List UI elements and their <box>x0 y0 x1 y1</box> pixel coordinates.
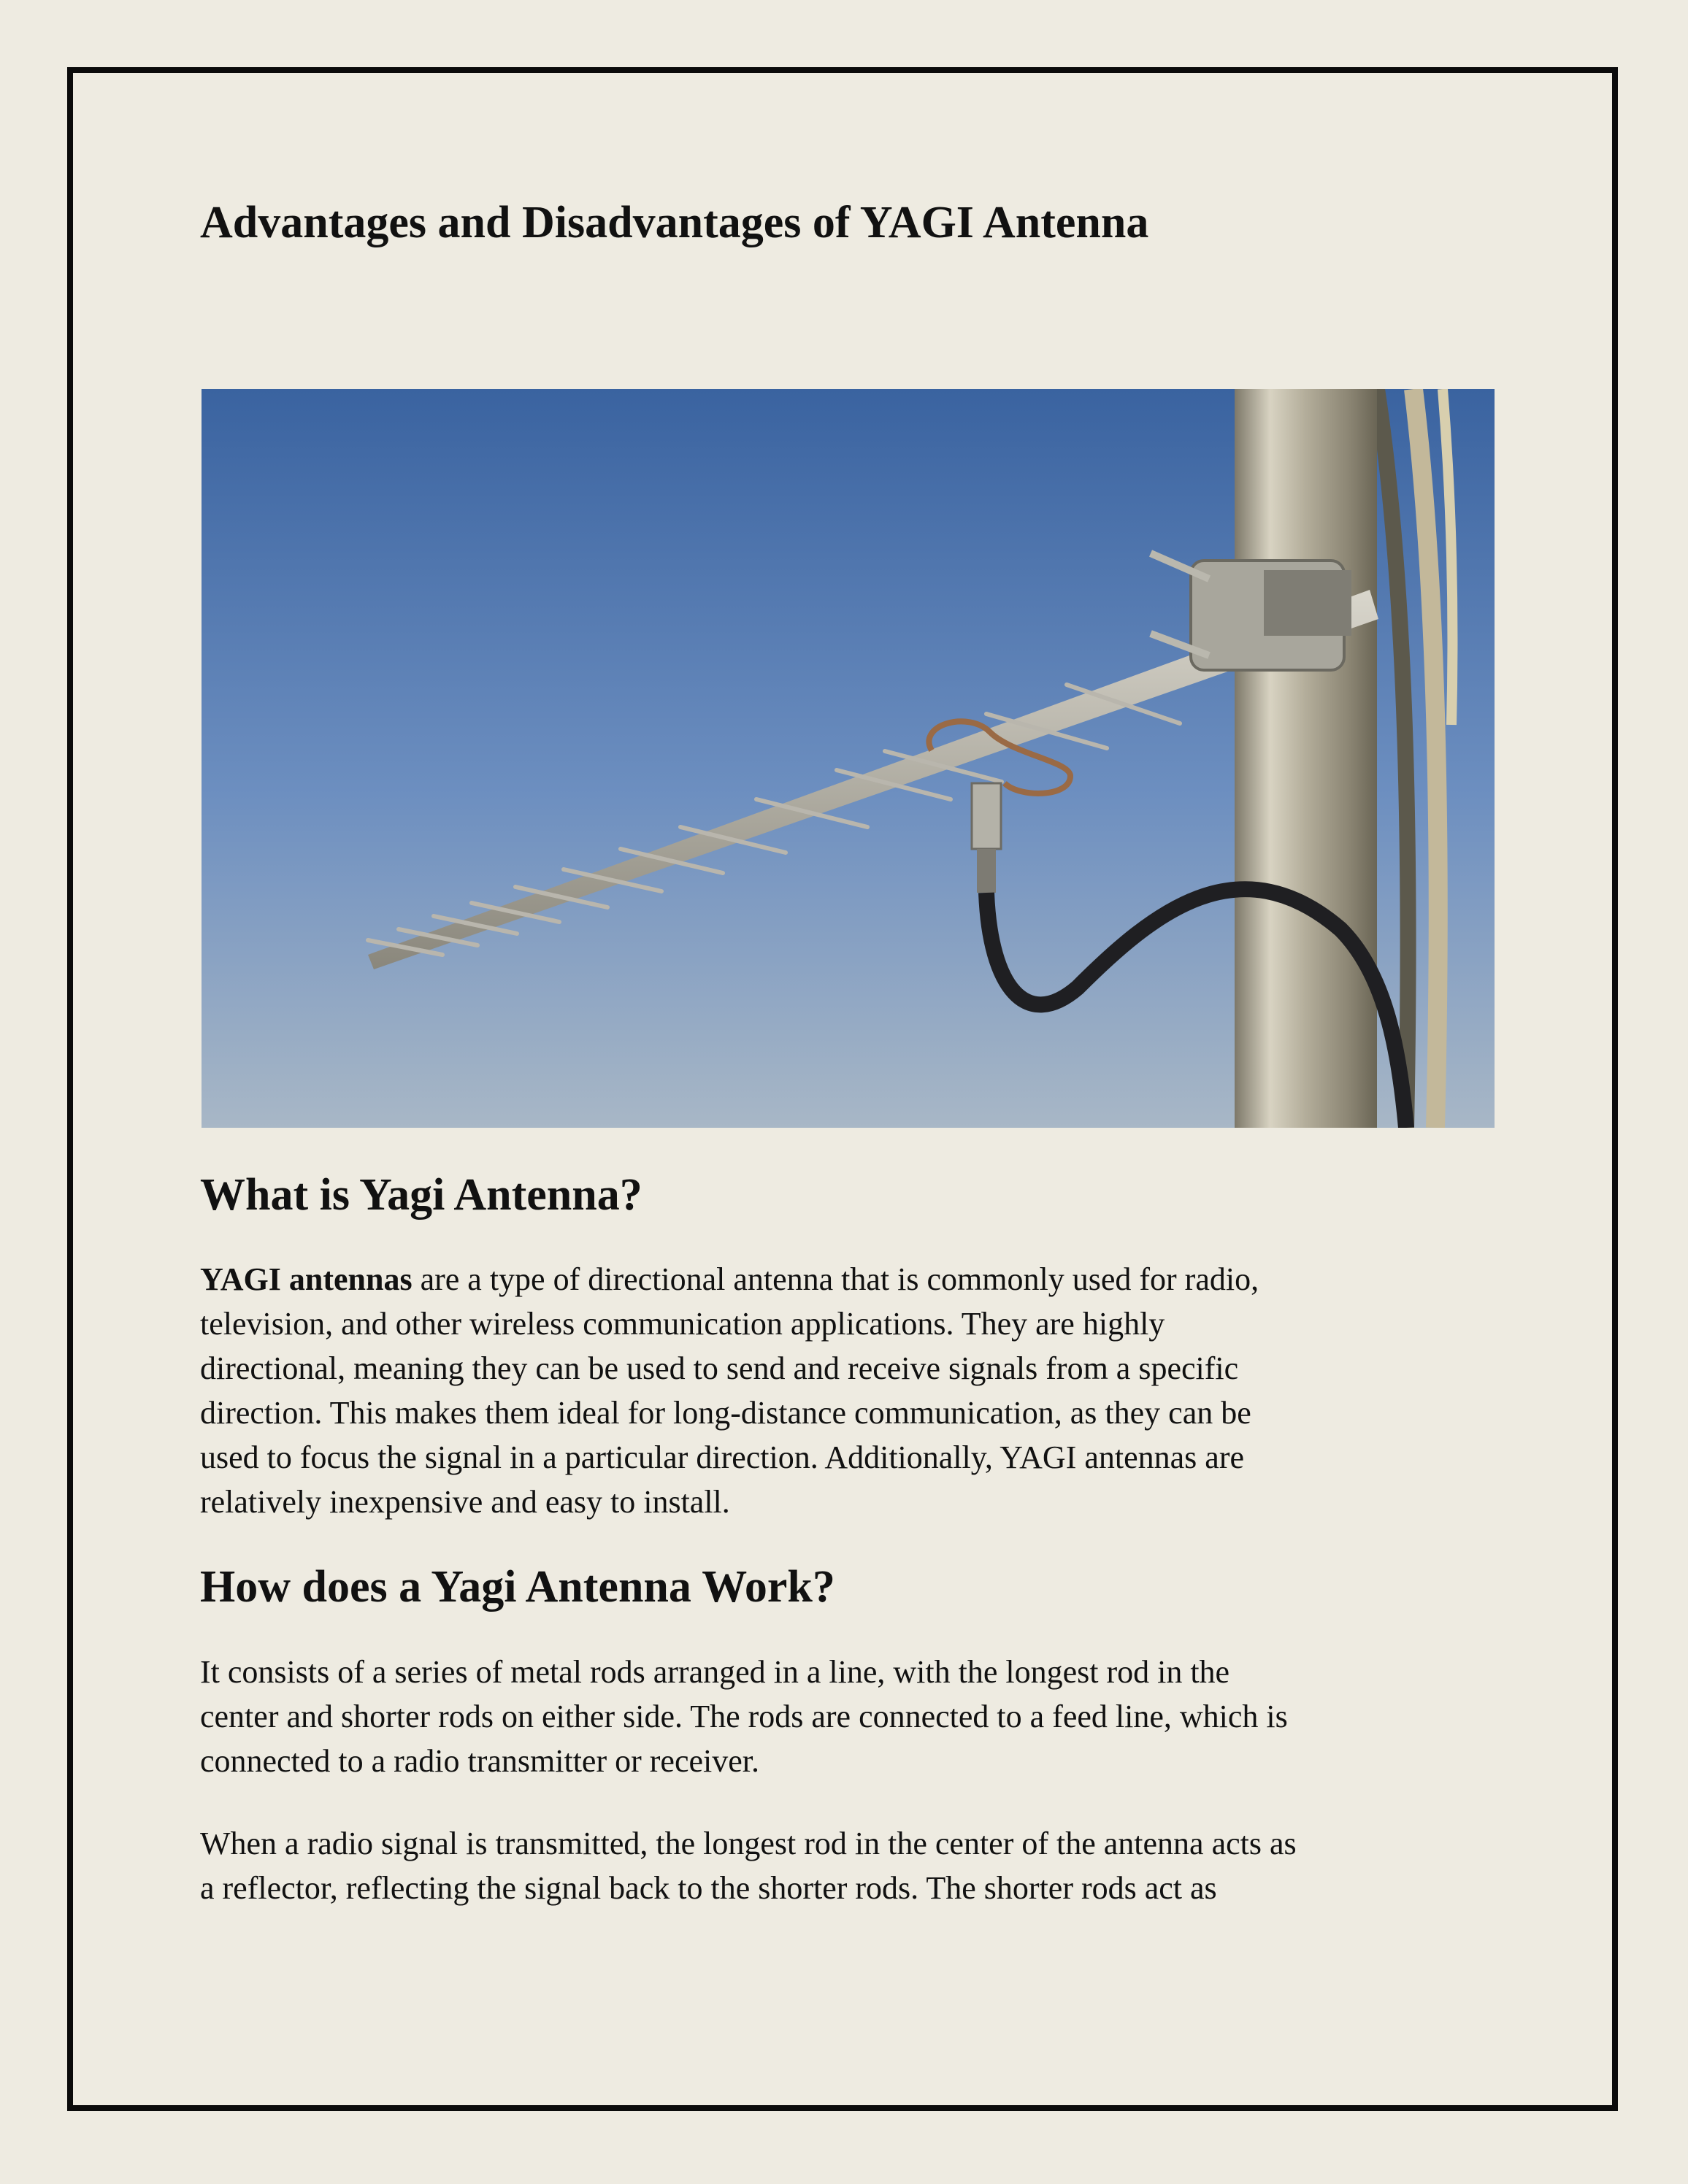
paragraph-line: It consists of a series of metal rods arranged in a line, with the longest rod in the <box>200 1654 1230 1690</box>
paragraph-how-it-works-2 <box>200 1821 1500 1910</box>
paragraph-line: connected to a radio transmitter or receiver. <box>200 1743 759 1779</box>
paragraph-line: direction. This makes them ideal for long-distance communication, as they can be <box>200 1395 1251 1431</box>
yagi-antenna-photo <box>202 389 1495 1128</box>
paragraph-line <box>200 1257 1500 1301</box>
bold-term: YAGI antennas <box>200 1261 413 1297</box>
section-heading-how-it-works: How does a Yagi Antenna Work? <box>200 1562 835 1612</box>
paragraph-line: center and shorter rods on either side. The rods are connected to a feed line, which is <box>200 1699 1288 1734</box>
paragraph-line: When a radio signal is transmitted, the longest rod in the center of the antenna acts as <box>200 1826 1297 1861</box>
paragraph-line: a reflector, reflecting the signal back to the shorter rods. The shorter rods act as <box>200 1870 1217 1906</box>
paragraph-line: television, and other wireless communication applications. They are highly <box>200 1306 1165 1342</box>
paragraph-line: relatively inexpensive and easy to install. <box>200 1484 730 1520</box>
paragraph-line: directional, meaning they can be used to send and receive signals from a specific <box>200 1350 1239 1386</box>
line-text: are a type of directional antenna that is commonly used for radio, <box>412 1261 1259 1297</box>
document-title: Advantages and Disadvantages of YAGI Antenna <box>200 198 1149 247</box>
paragraph-line: used to focus the signal in a particular direction. Additionally, YAGI antennas are <box>200 1439 1244 1475</box>
paragraph-how-it-works-1 <box>200 1650 1500 1783</box>
section-heading-what-is-yagi: What is Yagi Antenna? <box>200 1170 642 1220</box>
antenna-photo-illustration <box>202 389 1495 1128</box>
paragraph-what-is-yagi <box>200 1257 1500 1524</box>
